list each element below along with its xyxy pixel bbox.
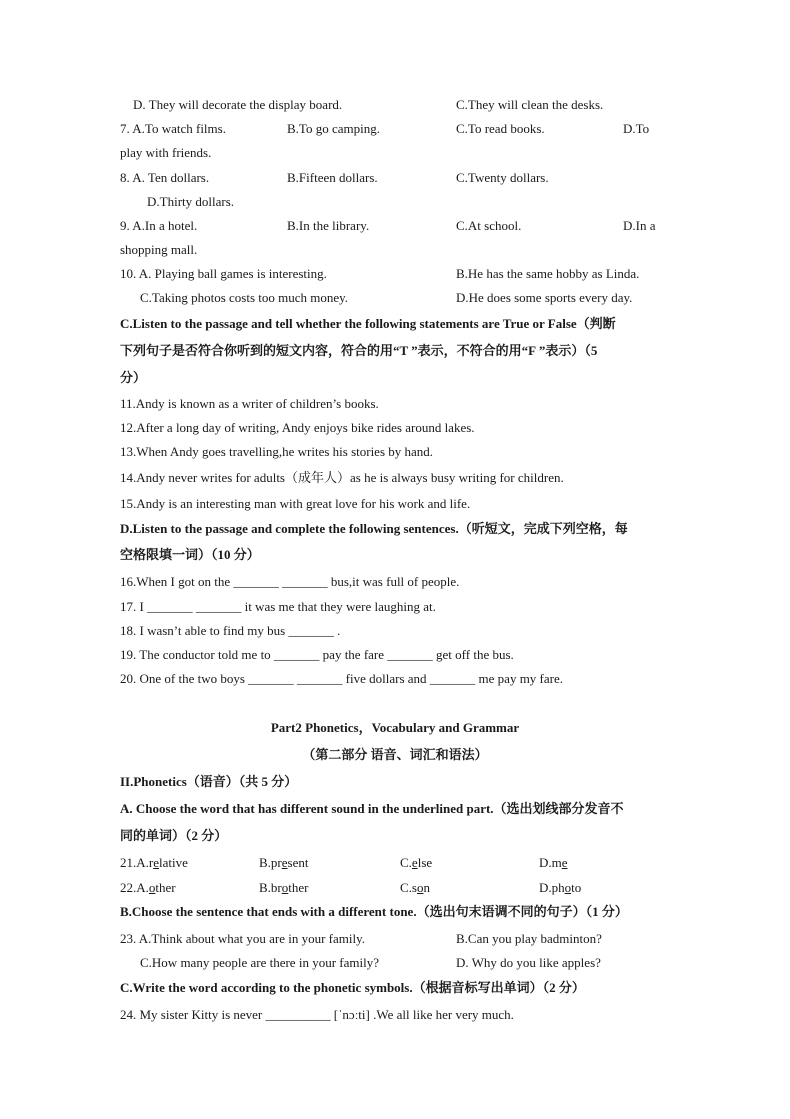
q21-option-a: 21.A.relative bbox=[120, 855, 188, 870]
q6-option-d: D. They will decorate the display board. bbox=[133, 97, 343, 112]
q21-option-b: B.present bbox=[259, 855, 309, 870]
q7-option-d: D.To bbox=[623, 121, 650, 136]
q22-option-d: D.photo bbox=[539, 880, 582, 895]
q10-option-d: D.He does some sports every day. bbox=[456, 290, 633, 305]
statement-11: 11.Andy is known as a writer of children’s books. bbox=[120, 396, 379, 411]
phonetics-heading: II.Phonetics（语音）（共 5 分） bbox=[120, 774, 298, 789]
q6-option-c: C.They will clean the desks. bbox=[456, 97, 604, 112]
q23-option-d: D. Why do you like apples? bbox=[456, 955, 601, 970]
part2-title: Part2 Phonetics，Vocabulary and Grammar bbox=[270, 720, 520, 735]
section-d-heading-line1: D.Listen to the passage and complete the following sentences.（听短文，完成下列空格，每 bbox=[120, 521, 628, 536]
fill-19: 19. The conductor told me to _______ pay the fare _______ get off the bus. bbox=[120, 647, 514, 662]
q9-option-d-continued: shopping mall. bbox=[120, 242, 198, 257]
underlined-letter: e bbox=[281, 855, 288, 870]
underlined-letter: o bbox=[148, 880, 156, 895]
section-c-heading-line2: 下列句子是否符合你听到的短文内容，符合的用“T ”表示，不符合的用“F ”表示）（5 bbox=[120, 343, 598, 358]
q22-option-b: B.brother bbox=[259, 880, 309, 895]
q8-option-a: 8. A. Ten dollars. bbox=[120, 170, 210, 185]
underlined-letter: e bbox=[561, 855, 568, 870]
section-c2-heading: C.Write the word according to the phonetic symbols.（根据音标写出单词）（2 分） bbox=[120, 980, 585, 995]
section-a2-heading-line1: A. Choose the word that has different sound in the underlined part.（选出划线部分发音不 bbox=[120, 801, 624, 816]
q9-option-d: D.In a bbox=[623, 218, 656, 233]
underlined-letter: e bbox=[153, 855, 159, 870]
fill-16: 16.When I got on the _______ _______ bus,it was full of people. bbox=[120, 574, 460, 589]
underlined-letter: o bbox=[564, 880, 572, 895]
underlined-letter: e bbox=[411, 855, 418, 870]
q22-option-a: 22.A.other bbox=[120, 880, 176, 895]
fill-18: 18. I wasn’t able to find my bus _______ . bbox=[120, 623, 341, 638]
q10-option-a: 10. A. Playing ball games is interesting. bbox=[120, 266, 327, 281]
q7-option-b: B.To go camping. bbox=[287, 121, 380, 136]
fill-20: 20. One of the two boys _______ _______ five dollars and _______ me pay my fare. bbox=[120, 671, 564, 686]
statement-12: 12.After a long day of writing, Andy enjoys bike rides around lakes. bbox=[120, 420, 475, 435]
q7-option-c: C.To read books. bbox=[456, 121, 545, 136]
q22-option-c: C.son bbox=[400, 880, 430, 895]
section-a2-heading-line2: 同的单词）（2 分） bbox=[120, 828, 228, 843]
q9-option-b: B.In the library. bbox=[287, 218, 370, 233]
q8-option-d: D.Thirty dollars. bbox=[147, 194, 235, 209]
q8-option-c: C.Twenty dollars. bbox=[456, 170, 549, 185]
section-b2-heading: B.Choose the sentence that ends with a different tone.（选出句末语调不同的句子）（1 分） bbox=[120, 904, 628, 919]
underlined-letter: o bbox=[281, 880, 289, 895]
q21-option-c: C.else bbox=[400, 855, 433, 870]
q10-option-c: C.Taking photos costs too much money. bbox=[140, 290, 349, 305]
q23-option-a: 23. A.Think about what you are in your family. bbox=[120, 931, 366, 946]
q23-option-c: C.How many people are there in your family? bbox=[140, 955, 379, 970]
q24-question: 24. My sister Kitty is never __________ [ˈnɔːti] .We all like her very much. bbox=[120, 1007, 514, 1022]
statement-15: 15.Andy is an interesting man with great love for his work and life. bbox=[120, 496, 471, 511]
q7-option-a: 7. A.To watch films. bbox=[120, 121, 226, 136]
q9-option-c: C.At school. bbox=[456, 218, 522, 233]
part2-subtitle: （第二部分 语音、词汇和语法） bbox=[302, 747, 488, 762]
q9-option-a: 9. A.In a hotel. bbox=[120, 218, 198, 233]
q8-option-b: B.Fifteen dollars. bbox=[287, 170, 378, 185]
underlined-letter: o bbox=[416, 880, 424, 895]
q23-option-b: B.Can you play badminton? bbox=[456, 931, 602, 946]
fill-17: 17. I _______ _______ it was me that they were laughing at. bbox=[120, 599, 436, 614]
q10-option-b: B.He has the same hobby as Linda. bbox=[456, 266, 640, 281]
statement-13: 13.When Andy goes travelling,he writes his stories by hand. bbox=[120, 444, 434, 459]
section-c-heading-line1: C.Listen to the passage and tell whether the following statements are True or False（判断 bbox=[120, 316, 616, 331]
section-c-heading-line3: 分） bbox=[120, 370, 147, 385]
q21-option-d: D.me bbox=[539, 855, 568, 870]
q7-option-d-continued: play with friends. bbox=[120, 145, 212, 160]
section-d-heading-line2: 空格限填一词）（10 分） bbox=[120, 547, 260, 562]
statement-14: 14.Andy never writes for adults（成年人）as he is always busy writing for children. bbox=[120, 470, 564, 485]
